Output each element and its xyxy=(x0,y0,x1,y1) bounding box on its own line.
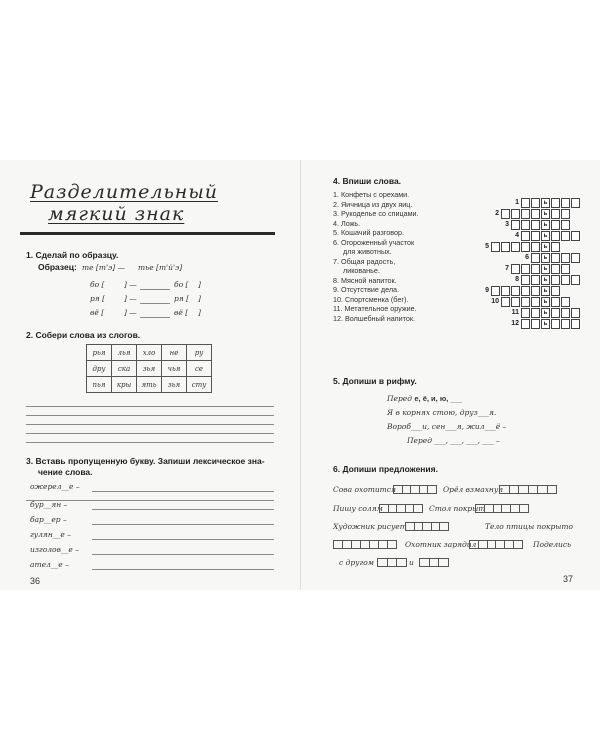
exercise-1-row-1-dash: ] — xyxy=(124,280,137,289)
crossword-cell[interactable] xyxy=(511,297,520,307)
exercise-4-heading: 4. Впиши слова. xyxy=(333,176,402,186)
crossword-number: 10 xyxy=(491,298,499,305)
answer-boxes[interactable] xyxy=(333,540,397,549)
crossword-cell[interactable] xyxy=(571,198,580,208)
crossword-cell[interactable] xyxy=(531,242,540,252)
answer-boxes[interactable] xyxy=(499,485,557,494)
clue-4: 4. Ложь. xyxy=(333,218,361,228)
crossword-cell[interactable] xyxy=(551,242,560,252)
crossword-cell[interactable] xyxy=(521,308,530,318)
exercise-1-row-3-close: ] xyxy=(198,308,201,317)
sentence-9-and: и xyxy=(409,558,414,567)
crossword-cell[interactable] xyxy=(571,231,580,241)
crossword-cell[interactable] xyxy=(531,198,540,208)
syllable-cell: дру xyxy=(87,361,112,377)
exercise-3-word-3: бар__ер – xyxy=(30,515,67,524)
crossword-cell[interactable] xyxy=(551,286,560,296)
crossword-key-cell: ь xyxy=(541,198,550,208)
writing-line[interactable] xyxy=(92,569,274,570)
crossword-key-cell: ь xyxy=(541,286,550,296)
syllable-cell: чья xyxy=(162,361,187,377)
crossword-cell[interactable] xyxy=(521,198,530,208)
answer-boxes[interactable] xyxy=(419,558,449,567)
crossword-cell[interactable] xyxy=(561,297,570,307)
exercise-1-row-2-open: ря [ xyxy=(174,294,190,303)
left-page xyxy=(0,160,300,590)
exercise-1-sample-word: те [т'э] — xyxy=(82,263,126,272)
sentence-9: с другом xyxy=(339,558,375,567)
syllable-cell: ру xyxy=(187,345,212,361)
sentence-3: Пишу солям xyxy=(333,504,383,513)
crossword-cell[interactable] xyxy=(501,242,510,252)
clue-12: 12. Волшебный напиток. xyxy=(333,313,415,323)
crossword-cell[interactable] xyxy=(561,264,570,274)
crossword-cell[interactable] xyxy=(521,275,530,285)
crossword-cell[interactable] xyxy=(551,220,560,230)
crossword-key-cell: ь xyxy=(541,231,550,241)
crossword-cell[interactable] xyxy=(561,275,570,285)
clue-8: 8. Мясной напиток. xyxy=(333,275,397,285)
sentence-1: Сова охотится xyxy=(333,485,396,494)
writing-line[interactable] xyxy=(92,524,274,525)
answer-boxes[interactable] xyxy=(379,504,423,513)
syllable-cell: зья xyxy=(162,377,187,393)
clue-7: 7. Общая радость, xyxy=(333,256,396,266)
crossword-cell[interactable] xyxy=(511,220,520,230)
syllable-cell: ять xyxy=(137,377,162,393)
sentence-4: Стол покрыт xyxy=(429,504,486,513)
crossword-number: 2 xyxy=(495,210,499,217)
crossword-key-cell: ь xyxy=(541,308,550,318)
crossword-cell[interactable] xyxy=(521,209,530,219)
rhyme-letters: е, ё, и, ю, xyxy=(414,394,449,403)
crossword-cell[interactable] xyxy=(491,242,500,252)
crossword-cell[interactable] xyxy=(531,319,540,329)
syllable-cell: зья xyxy=(137,361,162,377)
crossword-cell[interactable] xyxy=(561,231,570,241)
crossword-number: 4 xyxy=(515,232,519,239)
syllable-cell: не xyxy=(162,345,187,361)
clue-5: 5. Кошачий разговор. xyxy=(333,228,404,237)
page-number-right: 37 xyxy=(563,574,574,584)
writing-line[interactable] xyxy=(92,509,274,510)
crossword-cell[interactable] xyxy=(561,319,570,329)
crossword-cell[interactable] xyxy=(551,231,560,241)
clue-3: 3. Рукоделье со спицами. xyxy=(333,209,419,218)
writing-line[interactable] xyxy=(92,491,274,492)
crossword-key-cell: ь xyxy=(541,264,550,274)
exercise-2-heading: 2. Собери слова из слогов. xyxy=(26,330,141,340)
answer-line[interactable] xyxy=(140,289,170,290)
crossword-cell[interactable] xyxy=(531,286,540,296)
clue-9: 9. Отсутствие дела. xyxy=(333,285,400,294)
crossword-cell[interactable] xyxy=(551,198,560,208)
crossword-number: 1 xyxy=(515,199,519,206)
clue-11: 11. Метательное оружие. xyxy=(333,304,417,313)
clue-10: 10. Спортсменка (бег). xyxy=(333,294,409,304)
exercise-1-row-1: бо [ xyxy=(90,280,105,289)
crossword-cell[interactable] xyxy=(521,319,530,329)
syllable-cell: хло xyxy=(137,345,162,361)
sentence-8: Поделись xyxy=(533,540,572,549)
crossword-cell[interactable] xyxy=(571,275,580,285)
page-title-line1: Разделительный xyxy=(30,181,219,203)
crossword-cell[interactable] xyxy=(531,275,540,285)
sentence-5: Художник рисует xyxy=(333,522,407,531)
crossword-cell[interactable] xyxy=(521,231,530,241)
crossword-cell[interactable] xyxy=(551,275,560,285)
crossword-number: 8 xyxy=(515,276,519,283)
crossword-cell[interactable] xyxy=(551,264,560,274)
answer-line[interactable] xyxy=(140,317,170,318)
crossword-cell[interactable] xyxy=(551,209,560,219)
crossword-cell[interactable] xyxy=(531,220,540,230)
exercise-5-heading: 5. Допиши в рифму. xyxy=(333,376,417,386)
title-divider xyxy=(20,232,275,235)
syllable-cell: сту xyxy=(187,377,212,393)
rhyme-line-2: Я в корнях стою, друз___я. xyxy=(387,408,497,417)
exercise-3-word-2: бур__ян – xyxy=(30,500,68,509)
crossword-key-cell: ь xyxy=(541,253,550,263)
answer-boxes[interactable] xyxy=(469,540,523,549)
clue-6: 6. Огороженный участок xyxy=(333,237,415,247)
syllable-cell: кры xyxy=(112,377,137,393)
crossword-grid[interactable] xyxy=(451,190,591,365)
writing-line[interactable] xyxy=(92,539,274,540)
answer-boxes[interactable] xyxy=(405,522,449,531)
crossword-key-cell: ь xyxy=(541,319,550,329)
crossword-key-cell: ь xyxy=(541,209,550,219)
exercise-3-word-6: ател__е – xyxy=(30,560,69,569)
syllable-grid xyxy=(86,344,212,393)
crossword-key-cell: ь xyxy=(541,275,550,285)
writing-line[interactable] xyxy=(26,406,274,407)
crossword-cell[interactable] xyxy=(501,209,510,219)
crossword-cell[interactable] xyxy=(511,242,520,252)
clue-6-cont: для животных. xyxy=(343,247,392,256)
crossword-number: 3 xyxy=(505,221,509,228)
crossword-cell[interactable] xyxy=(531,231,540,241)
crossword-cell[interactable] xyxy=(521,242,530,252)
crossword-cell[interactable] xyxy=(501,297,510,307)
exercise-1-row-3: вё [ xyxy=(90,308,105,317)
crossword-cell[interactable] xyxy=(501,286,510,296)
crossword-cell[interactable] xyxy=(521,286,530,296)
crossword-cell[interactable] xyxy=(571,319,580,329)
writing-line[interactable] xyxy=(92,554,274,555)
exercise-6-heading: 6. Допиши предложения. xyxy=(333,464,438,474)
crossword-cell[interactable] xyxy=(531,209,540,219)
crossword-cell[interactable] xyxy=(531,264,540,274)
right-page xyxy=(300,160,600,590)
exercise-1-row-2: ря [ xyxy=(90,294,106,303)
crossword-cell[interactable] xyxy=(571,308,580,318)
exercise-1-row-2-close: ] xyxy=(198,294,201,303)
crossword-cell[interactable] xyxy=(511,286,520,296)
rhyme-line-1 xyxy=(387,394,462,403)
answer-boxes[interactable] xyxy=(377,558,407,567)
crossword-cell[interactable] xyxy=(551,297,560,307)
exercise-1-heading: 1. Сделай по образцу. xyxy=(26,250,119,260)
exercise-3-word-4: гулян__е – xyxy=(30,530,71,539)
crossword-number: 7 xyxy=(505,265,509,272)
writing-line[interactable] xyxy=(26,424,274,425)
crossword-cell[interactable] xyxy=(531,308,540,318)
answer-line[interactable] xyxy=(140,303,170,304)
crossword-key-cell: ь xyxy=(541,220,550,230)
crossword-cell[interactable] xyxy=(551,253,560,263)
crossword-cell[interactable] xyxy=(571,253,580,263)
syllable-cell: ска xyxy=(112,361,137,377)
exercise-3-heading-line2: чение слова. xyxy=(38,467,93,477)
page-number-left: 36 xyxy=(30,576,41,586)
rhyme-line-4: Перед ___, ___, ___, ___ – xyxy=(407,436,500,445)
crossword-cell[interactable] xyxy=(561,253,570,263)
clue-1: 1. Конфеты с орехами. xyxy=(333,190,410,199)
exercise-1-sample-label: Образец: xyxy=(38,262,77,272)
crossword-cell[interactable] xyxy=(511,209,520,219)
crossword-number: 5 xyxy=(485,243,489,250)
answer-boxes[interactable] xyxy=(393,485,437,494)
exercise-1-row-2-dash: ] — xyxy=(124,294,137,303)
sentence-2: Орёл взмахнул xyxy=(443,485,503,494)
clue-7-cont: ликованье. xyxy=(343,266,380,275)
exercise-3-word-1: ожерел__е – xyxy=(30,482,80,491)
crossword-key-cell: ь xyxy=(541,297,550,307)
crossword-key-cell: ь xyxy=(541,242,550,252)
writing-line[interactable] xyxy=(26,433,274,434)
crossword-cell[interactable] xyxy=(521,297,530,307)
exercise-1-row-3-open: вё [ xyxy=(174,308,189,317)
crossword-cell[interactable] xyxy=(561,209,570,219)
exercise-3-heading-line1: 3. Вставь пропущенную букву. Запиши лексическое зна- xyxy=(26,456,265,466)
crossword-cell[interactable] xyxy=(531,253,540,263)
rhyme-line-3: Вороб___и, сен___я, жил___ё – xyxy=(387,422,507,431)
exercise-1-row-3-dash: ] — xyxy=(124,308,137,317)
rhyme-line-1-end: ___ xyxy=(450,394,462,403)
crossword-cell[interactable] xyxy=(521,264,530,274)
crossword-number: 6 xyxy=(525,254,529,261)
crossword-number: 12 xyxy=(511,320,519,327)
crossword-cell[interactable] xyxy=(511,264,520,274)
exercise-1-sample-result: тье [т'й'э] xyxy=(138,263,183,272)
crossword-clues xyxy=(333,190,419,323)
crossword-cell[interactable] xyxy=(551,308,560,318)
syllable-cell: се xyxy=(187,361,212,377)
answer-boxes[interactable] xyxy=(475,504,529,513)
exercise-3-word-5: изголов__е – xyxy=(30,545,79,554)
clue-2: 2. Яичница из двух яиц. xyxy=(333,199,413,209)
writing-line[interactable] xyxy=(26,442,274,443)
crossword-number: 11 xyxy=(511,309,519,316)
syllable-cell: рья xyxy=(87,345,112,361)
crossword-cell[interactable] xyxy=(561,308,570,318)
crossword-number: 9 xyxy=(485,287,489,294)
crossword-cell[interactable] xyxy=(551,319,560,329)
crossword-cell[interactable] xyxy=(531,297,540,307)
syllable-cell: пья xyxy=(87,377,112,393)
sentence-7: Охотник зарядил xyxy=(405,540,477,549)
writing-line[interactable] xyxy=(26,415,274,416)
page-title-line2: мягкий знак xyxy=(48,203,185,225)
crossword-cell[interactable] xyxy=(561,220,570,230)
sentence-6: Тело птицы покрыто xyxy=(485,522,573,531)
exercise-1-row-1-close: ] xyxy=(198,280,201,289)
crossword-cell[interactable] xyxy=(561,198,570,208)
rhyme-line-1-start: Перед xyxy=(387,394,412,403)
crossword-cell[interactable] xyxy=(491,286,500,296)
exercise-1-row-1-open: бо [ xyxy=(174,280,189,289)
syllable-cell: лья xyxy=(112,345,137,361)
crossword-cell[interactable] xyxy=(521,220,530,230)
